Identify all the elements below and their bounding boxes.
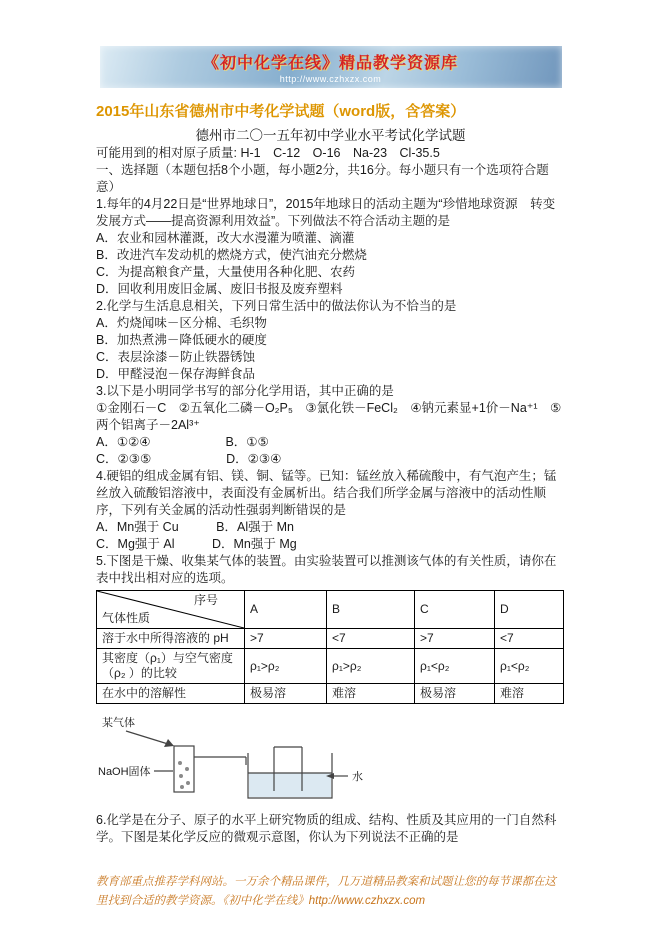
apparatus-diagram <box>96 713 406 805</box>
banner-url: http://www.czhxzx.com <box>279 74 382 84</box>
cell-density-a: ρ₁>ρ₂ <box>245 649 327 684</box>
q2-option-c: C．表层涂漆－防止铁器锈蚀 <box>96 350 256 364</box>
q4-options-row-1: A．Mn强于 Cu B．Al强于 Mn <box>96 520 294 534</box>
cell-solubility-a: 极易溶 <box>245 684 327 704</box>
q3-stem: 3.以下是小明同学书写的部分化学用语，其中正确的是 <box>96 384 394 398</box>
gas-inlet-label: 某气体 <box>102 717 135 729</box>
column-header-c: C <box>415 591 495 629</box>
cell-ph-d: <7 <box>495 629 564 649</box>
q3-options-row-1: A．①②④ B．①⑤ <box>96 435 269 449</box>
cell-solubility-d: 难溶 <box>495 684 564 704</box>
q2-stem: 2.化学与生活息息相关，下列日常生活中的做法你认为不恰当的是 <box>96 299 457 313</box>
cell-density-d: ρ₁<ρ₂ <box>495 649 564 684</box>
cell-ph-a: >7 <box>245 629 327 649</box>
q6-stem: 6.化学是在分子、原子的水平上研究物质的组成、结构、性质及其应用的一门自然科学。下图是某化学反应的微观示意图，你认为下列说法不正确的是 <box>96 813 557 844</box>
q2-option-a: A．灼烧闻味－区分棉、毛织物 <box>96 316 267 330</box>
row-label-density: 其密度（ρ₁）与空气密度（ρ₂ ）的比较 <box>97 649 245 684</box>
q1-option-c: C．为提高粮食产量，大量使用各种化肥、农药 <box>96 265 356 279</box>
cell-density-b: ρ₁>ρ₂ <box>327 649 415 684</box>
page-title: 2015年山东省德州市中考化学试题（word版，含答案） <box>96 103 466 120</box>
cell-ph-b: <7 <box>327 629 415 649</box>
table-row-solubility <box>97 684 564 704</box>
q2-option-d: D．甲醛浸泡－保存海鲜食品 <box>96 367 256 381</box>
cell-solubility-c: 极易溶 <box>415 684 495 704</box>
table-corner-cell <box>97 591 245 629</box>
q2-option-b: B．加热煮沸－降低硬水的硬度 <box>96 333 267 347</box>
column-header-b: B <box>327 591 415 629</box>
naoh-solid-label: NaOH固体 <box>98 766 151 778</box>
footer-text: 教育部重点推荐学科网站。一万余个精品课件，几万道精品教案和试题让您的每节课都在这里找到合适的教学资源。《初中化学在线》 <box>96 876 556 907</box>
document-body <box>0 88 661 846</box>
q3-terms: ①金刚石－C ②五氧化二磷－O₂P₅ ③氯化铁－FeCl₂ ④钠元素显+1价－Na⁺¹ ⑤两个铝离子－2Al³⁺ <box>96 401 562 432</box>
water-label: 水 <box>352 771 363 783</box>
q1-stem: 1.每年的4月22日是“世界地球日”，2015年地球日的活动主题为“珍惜地球资源 转变发展方式――提高资源利用效益”。下列做法不符合活动主题的是 <box>96 197 556 228</box>
exam-subtitle: 德州市二〇一五年初中学业水平考试化学试题 <box>195 128 466 143</box>
q3-options-row-2: C．②③⑤ D．②③④ <box>96 452 282 466</box>
banner-title: 《初中化学在线》精品教学资源库 <box>202 55 458 72</box>
table-row-ph <box>97 629 564 649</box>
row-label-ph: 溶于水中所得溶液的 pH <box>97 629 245 649</box>
footer-promo <box>96 873 565 911</box>
corner-label-number: 序号 <box>193 593 218 607</box>
section-header: 一、选择题（本题包括8个小题，每小题2分，共16分。每小题只有一个选项符合题意） <box>96 163 549 194</box>
cell-density-c: ρ₁<ρ₂ <box>415 649 495 684</box>
q1-option-a: A．农业和园林灌溉，改大水漫灌为喷灌、滴灌 <box>96 231 355 245</box>
table-row-density <box>97 649 564 684</box>
corner-label-property: 气体性质 <box>102 611 151 625</box>
cell-solubility-b: 难溶 <box>327 684 415 704</box>
footer-url[interactable]: http://www.czhxzx.com <box>308 895 426 907</box>
cell-ph-c: >7 <box>415 629 495 649</box>
q1-option-d: D．回收利用废旧金属、废旧书报及废弃塑料 <box>96 282 343 296</box>
gas-properties-table <box>96 590 564 704</box>
site-banner <box>100 46 562 88</box>
row-label-solubility: 在水中的溶解性 <box>97 684 245 704</box>
q4-options-row-2: C．Mg强于 Al D．Mn强于 Mg <box>96 537 297 551</box>
q1-option-b: B．改进汽车发动机的燃烧方式，使汽油充分燃烧 <box>96 248 367 262</box>
q5-stem: 5.下图是干燥、收集某气体的装置。由实验装置可以推测该气体的有关性质，请你在表中找出相对应的选项。 <box>96 554 557 585</box>
column-header-d: D <box>495 591 564 629</box>
q4-stem: 4.硬铝的组成金属有铝、镁、铜、锰等。已知：锰丝放入稀硫酸中，有气泡产生；锰丝放入硫酸铝溶液中，表面没有金属析出。结合我们所学金属与溶液中的活动性顺序，下列有关金属的活动性强弱判断错误的是 <box>96 469 557 517</box>
table-header-row <box>97 591 564 629</box>
atomic-masses-line: 可能用到的相对原子质量: H-1 C-12 O-16 Na-23 Cl-35.5 <box>96 146 440 160</box>
column-header-a: A <box>245 591 327 629</box>
